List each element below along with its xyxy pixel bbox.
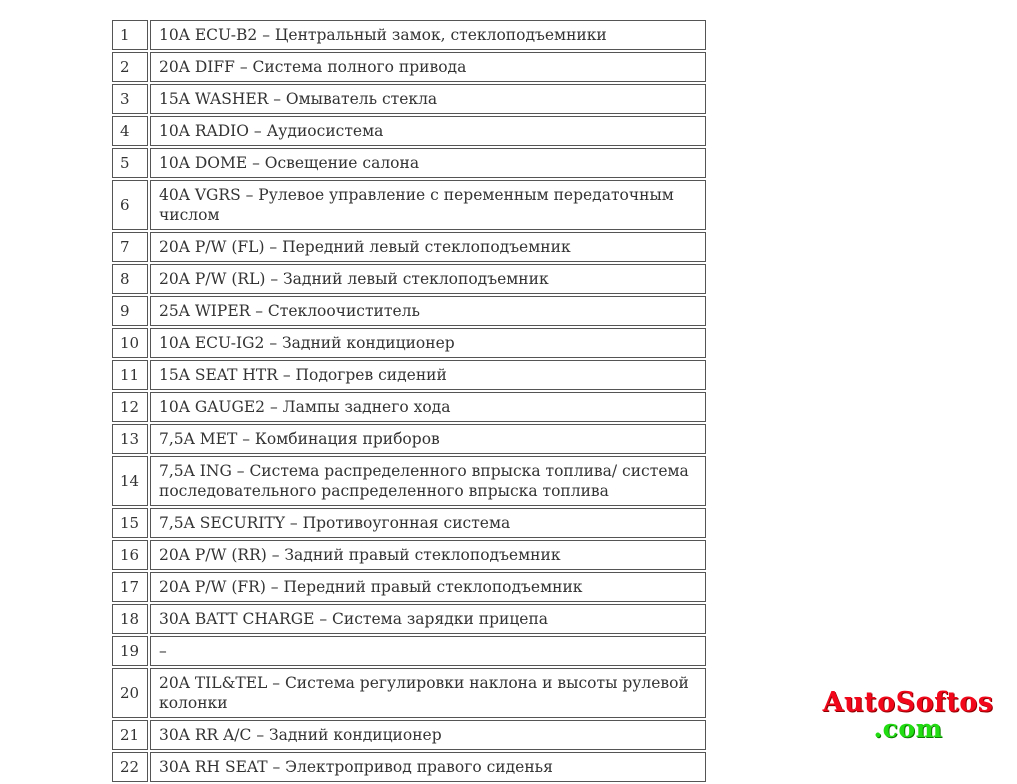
fuse-description-cell: 30A RR A/C – Задний кондиционер: [150, 720, 706, 750]
fuse-description-cell: 10A ECU-IG2 – Задний кондиционер: [150, 328, 706, 358]
fuse-number-cell: 7: [112, 232, 148, 262]
fuse-description-cell: 7,5A ING – Система распределенного впрыска топлива/ система последовательного распределенного впрыска топлива: [150, 456, 706, 506]
fuse-description-cell: 20A TIL&TEL – Система регулировки наклона и высоты рулевой колонки: [150, 668, 706, 718]
table-row: [112, 148, 706, 178]
fuse-number-cell: 22: [112, 752, 148, 782]
fuse-number-cell: 8: [112, 264, 148, 294]
fuse-number-cell: 5: [112, 148, 148, 178]
table-row: [112, 392, 706, 422]
table-row: [112, 456, 706, 506]
fuse-number-cell: 18: [112, 604, 148, 634]
table-row: [112, 360, 706, 390]
fuse-number-cell: 11: [112, 360, 148, 390]
fuse-description-cell: 30A RH SEAT – Электропривод правого сиденья: [150, 752, 706, 782]
fuse-description-cell: 30A BATT CHARGE – Система зарядки прицепа: [150, 604, 706, 634]
fuse-description-cell: 7,5A MET – Комбинация приборов: [150, 424, 706, 454]
fuse-description-cell: 10A GAUGE2 – Лампы заднего хода: [150, 392, 706, 422]
fuse-description-cell: 15A SEAT HTR – Подогрев сидений: [150, 360, 706, 390]
fuse-description-cell: 10A RADIO – Аудиосистема: [150, 116, 706, 146]
table-row: [112, 572, 706, 602]
fuse-number-cell: 15: [112, 508, 148, 538]
fuse-description-cell: 7,5A SECURITY – Противоугонная система: [150, 508, 706, 538]
fuse-description-cell: 40A VGRS – Рулевое управление с переменным передаточным числом: [150, 180, 706, 230]
fuse-table-body: [112, 20, 706, 782]
fuse-number-cell: 14: [112, 456, 148, 506]
fuse-number-cell: 6: [112, 180, 148, 230]
table-row: [112, 20, 706, 50]
table-row: [112, 604, 706, 634]
table-row: [112, 508, 706, 538]
table-row: [112, 752, 706, 782]
fuse-description-cell: 10A DOME – Освещение салона: [150, 148, 706, 178]
fuse-number-cell: 17: [112, 572, 148, 602]
fuse-number-cell: 1: [112, 20, 148, 50]
table-row: [112, 720, 706, 750]
fuse-number-cell: 19: [112, 636, 148, 666]
watermark-logo: [808, 687, 1008, 743]
table-row: [112, 116, 706, 146]
fuse-description-cell: 20A P/W (FL) – Передний левый стеклоподъемник: [150, 232, 706, 262]
table-row: [112, 424, 706, 454]
watermark-domain: .com: [873, 714, 943, 743]
fuse-description-cell: –: [150, 636, 706, 666]
fuse-description-cell: 15A WASHER – Омыватель стекла: [150, 84, 706, 114]
watermark-name: AutoSoftos: [822, 687, 994, 718]
fuse-number-cell: 10: [112, 328, 148, 358]
table-row: [112, 540, 706, 570]
fuse-table: [110, 18, 708, 784]
table-row: [112, 668, 706, 718]
table-row: [112, 636, 706, 666]
fuse-description-cell: 20A P/W (FR) – Передний правый стеклоподъемник: [150, 572, 706, 602]
table-row: [112, 296, 706, 326]
fuse-description-cell: 20A DIFF – Система полного привода: [150, 52, 706, 82]
table-row: [112, 328, 706, 358]
fuse-number-cell: 21: [112, 720, 148, 750]
fuse-number-cell: 9: [112, 296, 148, 326]
fuse-description-cell: 20A P/W (RL) – Задний левый стеклоподъемник: [150, 264, 706, 294]
table-row: [112, 84, 706, 114]
fuse-description-cell: 25A WIPER – Стеклоочиститель: [150, 296, 706, 326]
fuse-number-cell: 13: [112, 424, 148, 454]
fuse-number-cell: 12: [112, 392, 148, 422]
table-row: [112, 52, 706, 82]
fuse-description-cell: 10A ECU-B2 – Центральный замок, стеклоподъемники: [150, 20, 706, 50]
fuse-number-cell: 2: [112, 52, 148, 82]
table-row: [112, 232, 706, 262]
fuse-number-cell: 3: [112, 84, 148, 114]
fuse-number-cell: 4: [112, 116, 148, 146]
fuse-number-cell: 16: [112, 540, 148, 570]
table-row: [112, 180, 706, 230]
table-row: [112, 264, 706, 294]
fuse-number-cell: 20: [112, 668, 148, 718]
fuse-description-cell: 20A P/W (RR) – Задний правый стеклоподъемник: [150, 540, 706, 570]
